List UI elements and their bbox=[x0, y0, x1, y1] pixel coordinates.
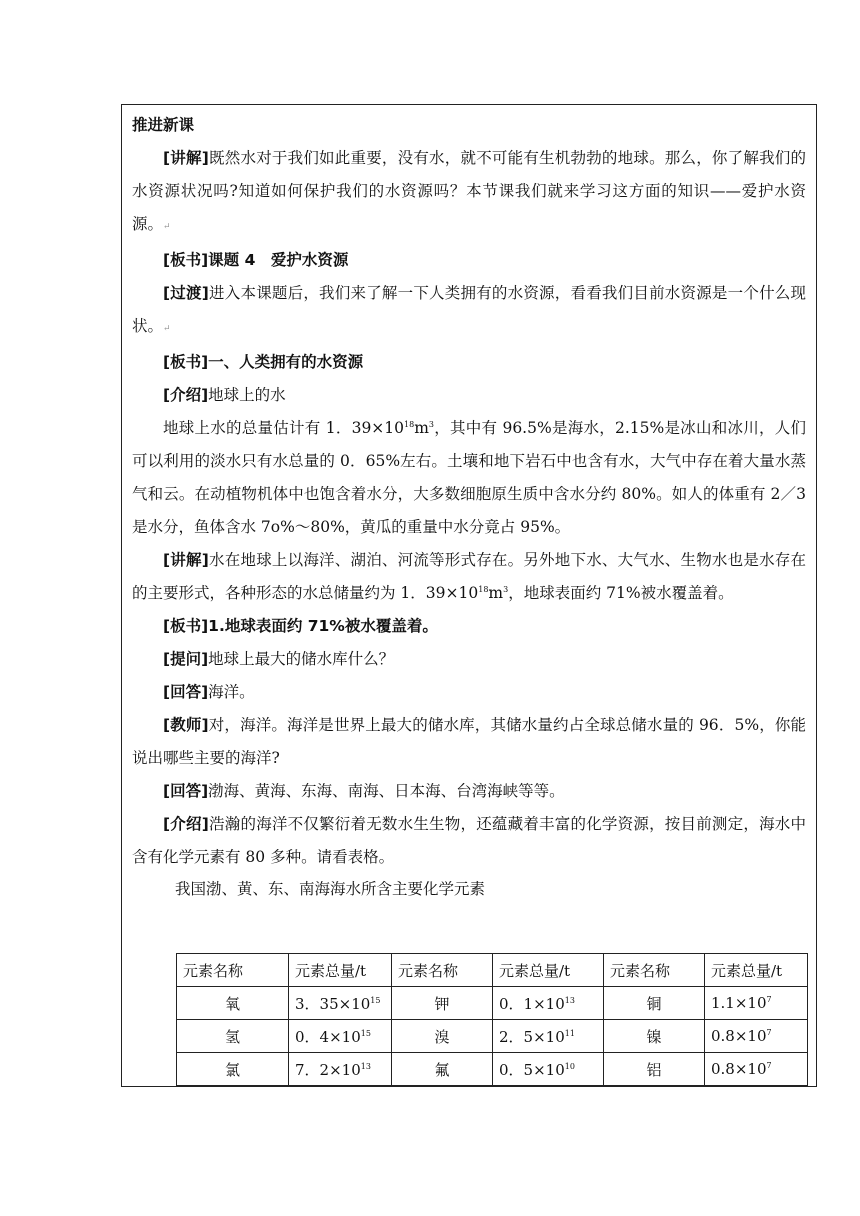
board-text: 课题 4 爱护水资源 bbox=[208, 251, 349, 269]
section-title: 推进新课 bbox=[132, 116, 195, 134]
element-name-cell: 铜 bbox=[604, 987, 705, 1020]
exponent: 18 bbox=[478, 584, 489, 594]
amount-base: 0．4×10 bbox=[295, 1027, 361, 1046]
paragraph-board-title bbox=[132, 244, 806, 277]
element-amount-cell bbox=[289, 1020, 392, 1053]
table-caption: 我国渤、黄、东、南海海水所含主要化学元素 bbox=[175, 880, 486, 898]
table-row bbox=[177, 1053, 808, 1086]
element-amount-cell bbox=[493, 1053, 604, 1086]
paragraph-text: 海洋。 bbox=[208, 683, 255, 701]
amount-base: 1.1×10 bbox=[711, 994, 767, 1012]
tag-label: [过渡] bbox=[163, 284, 209, 302]
document-body bbox=[132, 109, 806, 904]
amount-base: 0.8×10 bbox=[711, 1060, 767, 1078]
amount-exponent: 11 bbox=[564, 1028, 575, 1038]
paragraph-text: 对，海洋。海洋是世界上最大的储水库，其储水量约占全球总储水量的 96．5%，你能说出哪些主要的海洋? bbox=[132, 716, 807, 767]
table-row bbox=[177, 987, 808, 1020]
paragraph-board-heading bbox=[132, 346, 806, 379]
paragraph-text: 渤海、黄海、东海、南海、日本海、台湾海峡等等。 bbox=[208, 782, 565, 800]
paragraph-text: 地球上最大的储水库什么？ bbox=[208, 650, 395, 668]
element-name-cell: 镍 bbox=[604, 1020, 705, 1053]
element-amount-cell bbox=[705, 1020, 808, 1053]
element-name-cell: 氧 bbox=[177, 987, 289, 1020]
element-amount-cell bbox=[289, 1053, 392, 1086]
table-header-cell: 元素名称 bbox=[604, 954, 705, 987]
paragraph-question bbox=[132, 643, 806, 676]
board-text: 一、人类拥有的水资源 bbox=[208, 353, 364, 371]
table-header-cell: 元素总量/t bbox=[705, 954, 808, 987]
tag-label: [板书] bbox=[163, 251, 209, 269]
tag-label: [介绍] bbox=[163, 386, 209, 404]
element-name-cell: 氢 bbox=[177, 1020, 289, 1053]
element-name-cell: 氟 bbox=[392, 1053, 493, 1086]
paragraph-intro-ocean bbox=[132, 808, 806, 874]
paragraph-transition: [过渡]进入本课题后，我们来了解一下人类拥有的水资源，看看我们目前水资源是一个什么现状。↵ bbox=[132, 284, 806, 335]
tag-label: [板书] bbox=[163, 617, 209, 635]
table-header-cell: 元素总量/t bbox=[493, 954, 604, 987]
tag-label: [教师] bbox=[163, 716, 209, 734]
table-header-row bbox=[177, 954, 808, 987]
tag-label: [板书] bbox=[163, 353, 209, 371]
paragraph-water-forms bbox=[132, 544, 806, 610]
tag-label: [回答] bbox=[163, 782, 209, 800]
table-header-cell: 元素名称 bbox=[392, 954, 493, 987]
element-amount-cell bbox=[289, 987, 392, 1020]
paragraph-lecture-intro: [讲解]既然水对于我们如此重要，没有水，就不可能有生机勃勃的地球。那么，你了解我们的水资源状况吗?知道如何保护我们的水资源吗？本节课我们就来学习这方面的知识——爱护水资源。↵ bbox=[132, 149, 806, 233]
paragraph-answer-ocean bbox=[132, 676, 806, 709]
paragraph-text: 地球上的水 bbox=[208, 386, 286, 404]
table-header-cell: 元素总量/t bbox=[289, 954, 392, 987]
element-name-cell: 溴 bbox=[392, 1020, 493, 1053]
paragraph-water-total bbox=[132, 412, 806, 544]
amount-base: 2．5×10 bbox=[499, 1027, 565, 1046]
table-row bbox=[177, 1020, 808, 1053]
text-segment: m bbox=[414, 419, 429, 437]
exponent: 3 bbox=[428, 419, 435, 429]
amount-exponent: 7 bbox=[766, 1028, 772, 1037]
element-amount-cell bbox=[705, 1053, 808, 1086]
tag-label: [提问] bbox=[163, 650, 209, 668]
amount-base: 0.8×10 bbox=[711, 1027, 767, 1045]
amount-exponent: 7 bbox=[766, 1061, 772, 1070]
amount-exponent: 13 bbox=[564, 995, 575, 1005]
paragraph-board-71 bbox=[132, 610, 806, 643]
amount-exponent: 15 bbox=[360, 1028, 371, 1038]
paragraph-text: 既然水对于我们如此重要，没有水，就不可能有生机勃勃的地球。那么，你了解我们的水资源状况吗?知道如何保护我们的水资源吗？本节课我们就来学习这方面的知识——爱护水资源。 bbox=[132, 149, 806, 233]
text-segment: ，地球表面约 71%被水覆盖着。 bbox=[508, 584, 734, 602]
element-name-cell: 铝 bbox=[604, 1053, 705, 1086]
text-segment: 地球上水的总量估计有 1．39×10 bbox=[163, 419, 405, 437]
element-name-cell: 钾 bbox=[392, 987, 493, 1020]
amount-base: 0．1×10 bbox=[499, 994, 565, 1013]
amount-exponent: 10 bbox=[564, 1061, 575, 1071]
paragraph-text: 浩瀚的海洋不仅繁衍着无数水生生物，还蕴藏着丰富的化学资源，按目前测定，海水中含有化学元素有 80 多种。请看表格。 bbox=[132, 815, 806, 866]
tag-label: [介绍] bbox=[163, 815, 209, 833]
tag-label: [讲解] bbox=[163, 551, 209, 569]
paragraph-text: 进入本课题后，我们来了解一下人类拥有的水资源，看看我们目前水资源是一个什么现状。 bbox=[132, 284, 806, 335]
exponent: 3 bbox=[503, 584, 509, 594]
element-table bbox=[176, 953, 808, 1086]
element-amount-cell bbox=[493, 1020, 604, 1053]
amount-base: 7．2×10 bbox=[295, 1060, 361, 1079]
amount-base: 3．35×10 bbox=[295, 994, 371, 1013]
text-segment: m bbox=[488, 584, 504, 602]
exponent: 18 bbox=[404, 419, 415, 429]
text-segment: ，其中有 96.5%是海水，2.15%是冰山和冰川，人们可以利用的淡水只有水总量的 0．65%左右。土壤和地下岩石中也含有水，大气中存在着大量水蒸气和云。在动植物机体中也饱含着水分，大多数细胞原生质中含水分约 80%。如人的体重有 2／3 是水分，鱼体含水 7o%～80%，黄瓜的重量中水分竟占 95%。 bbox=[132, 419, 806, 536]
paragraph-answer-seas bbox=[132, 775, 806, 808]
board-text: 1.地球表面约 71%被水覆盖着。 bbox=[208, 617, 438, 635]
element-name-cell: 氯 bbox=[177, 1053, 289, 1086]
text-segment: 水在地球上以海洋、湖泊、河流等形式存在。另外地下水、大气水、生物水也是水存在的主要形式，各种形态的水总储量约为 1．39×10 bbox=[132, 551, 806, 602]
paragraph-teacher bbox=[132, 709, 806, 775]
table-header-cell: 元素名称 bbox=[177, 954, 289, 987]
paragraph-intro-water bbox=[132, 379, 806, 412]
amount-exponent: 7 bbox=[766, 995, 772, 1004]
page-frame bbox=[121, 104, 817, 1087]
amount-exponent: 15 bbox=[370, 995, 381, 1005]
tag-label: [回答] bbox=[163, 683, 209, 701]
element-amount-cell bbox=[493, 987, 604, 1020]
amount-exponent: 13 bbox=[360, 1061, 371, 1071]
amount-base: 0．5×10 bbox=[499, 1060, 565, 1079]
element-amount-cell bbox=[705, 987, 808, 1020]
tag-label: [讲解] bbox=[163, 149, 209, 167]
